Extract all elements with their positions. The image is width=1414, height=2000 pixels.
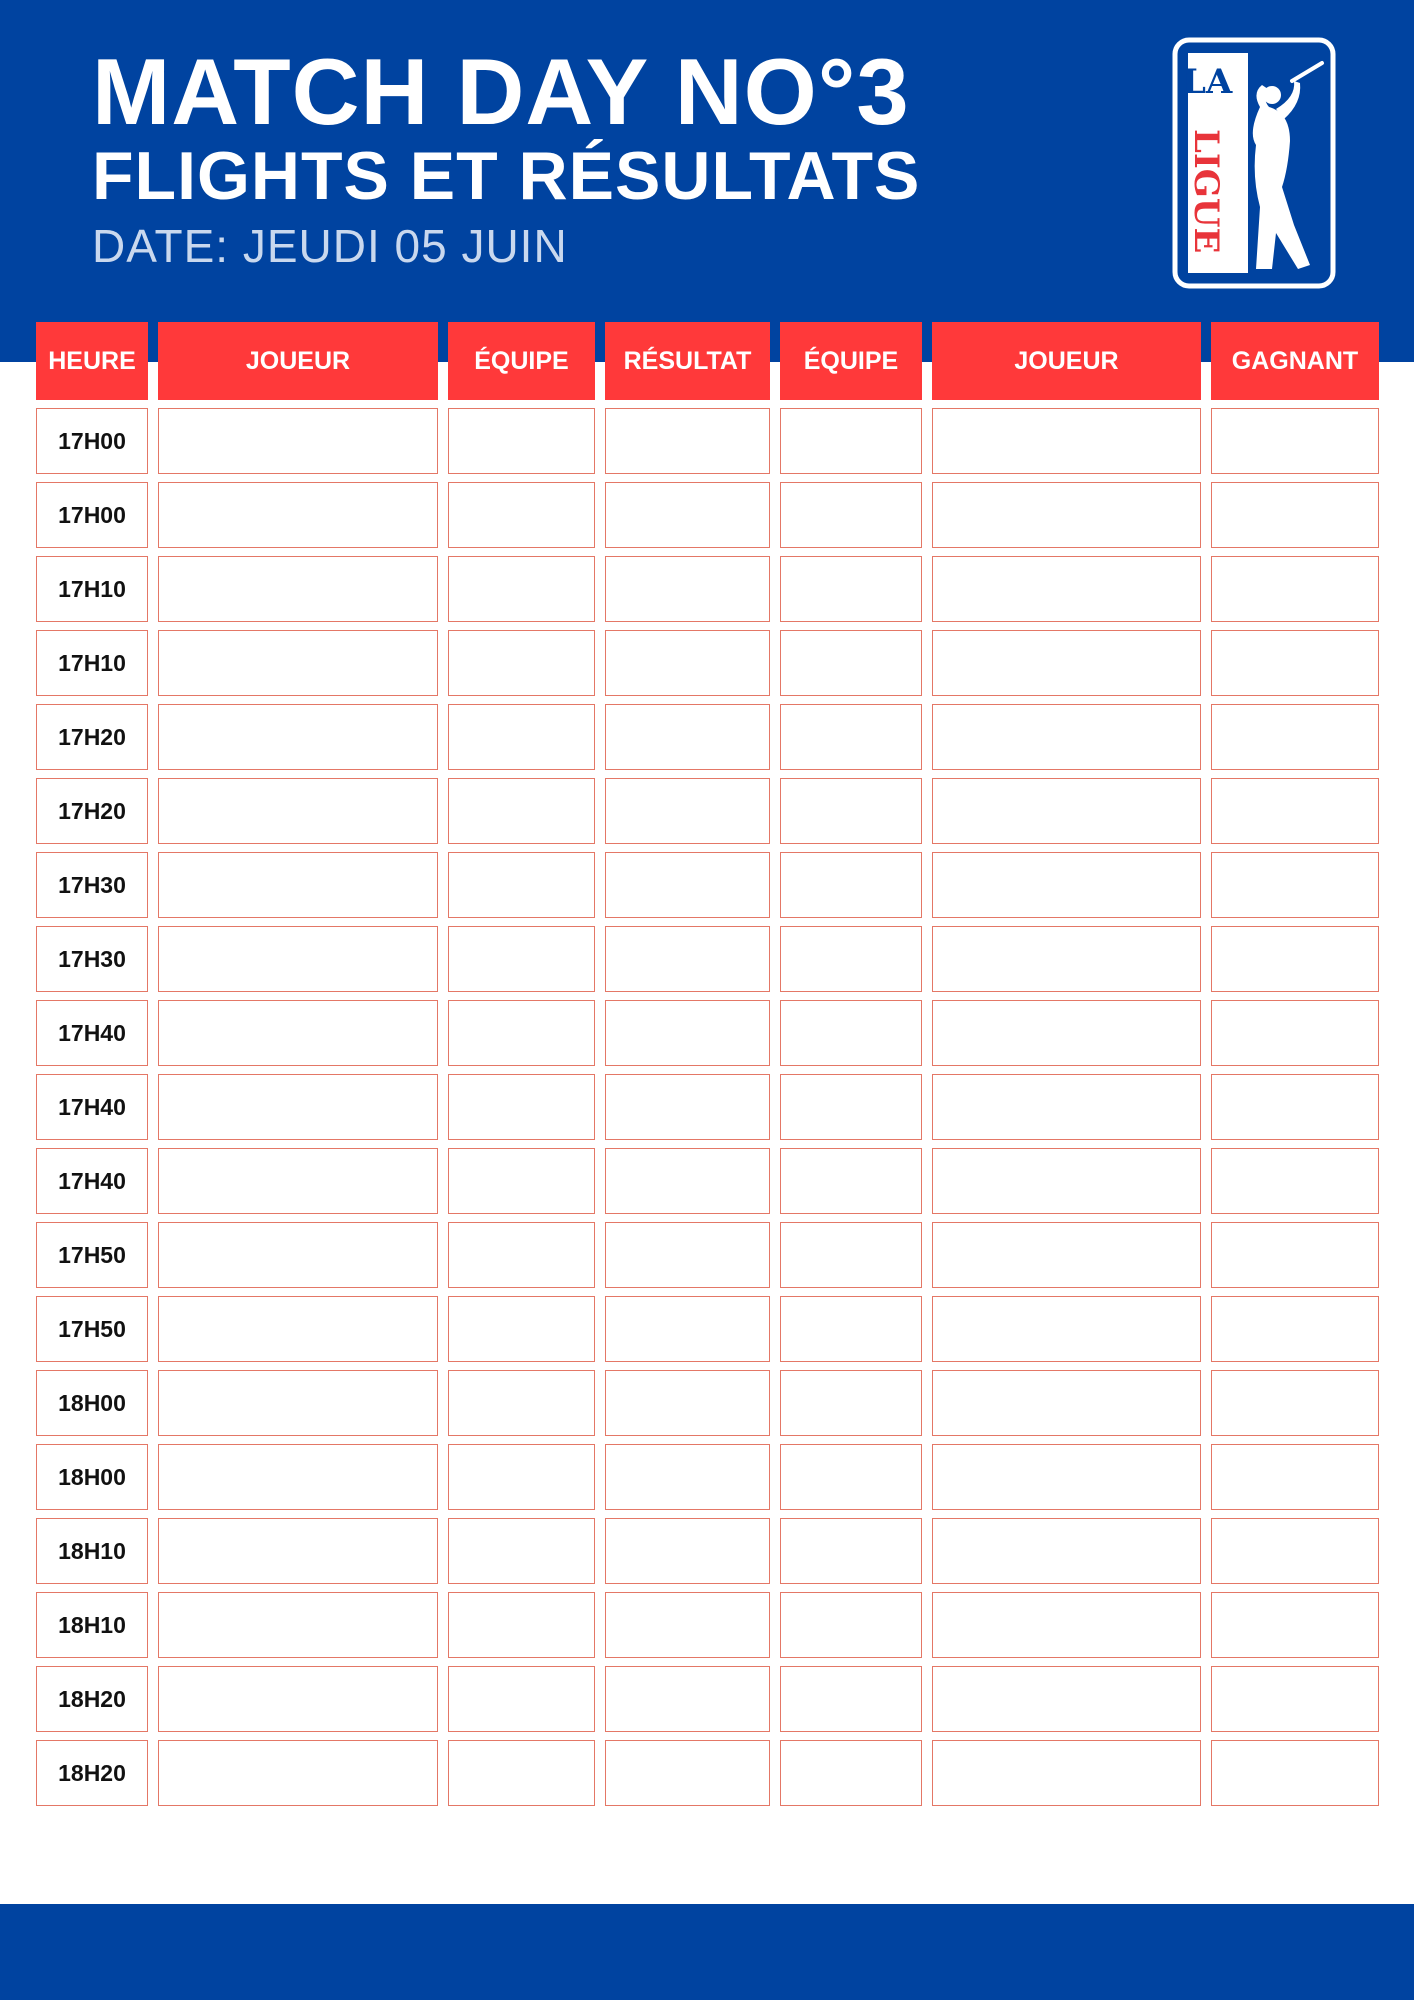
tee-time-cell: 17H10: [36, 556, 148, 622]
joueur-2-cell[interactable]: [932, 630, 1201, 696]
joueur-1-cell[interactable]: [158, 1444, 438, 1510]
equipe-1-cell[interactable]: [448, 1740, 595, 1806]
resultat-cell[interactable]: [605, 1666, 770, 1732]
joueur-2-cell[interactable]: [932, 1666, 1201, 1732]
resultat-cell[interactable]: [605, 408, 770, 474]
joueur-2-cell[interactable]: [932, 1000, 1201, 1066]
logo-la-text: LA: [1182, 62, 1233, 102]
joueur-1-cell[interactable]: [158, 1296, 438, 1362]
resultat-cell[interactable]: [605, 1000, 770, 1066]
table-row: [36, 704, 1379, 770]
resultat-cell[interactable]: [605, 630, 770, 696]
joueur-2-cell[interactable]: [932, 1518, 1201, 1584]
table-row: [36, 482, 1379, 548]
equipe-2-cell[interactable]: [780, 1000, 922, 1066]
tee-time-cell: 17H20: [36, 778, 148, 844]
tee-time-cell: 17H30: [36, 852, 148, 918]
gagnant-cell[interactable]: [1211, 1222, 1379, 1288]
table-row: [36, 1370, 1379, 1436]
tee-time-cell: 17H10: [36, 630, 148, 696]
column-header-joueur-1: JOUEUR: [158, 322, 438, 400]
joueur-1-cell[interactable]: [158, 408, 438, 474]
equipe-1-cell[interactable]: [448, 926, 595, 992]
gagnant-cell[interactable]: [1211, 408, 1379, 474]
la-ligue-logo: [1172, 37, 1336, 289]
resultat-cell[interactable]: [605, 556, 770, 622]
resultat-cell[interactable]: [605, 778, 770, 844]
equipe-1-cell[interactable]: [448, 704, 595, 770]
gagnant-cell[interactable]: [1211, 1074, 1379, 1140]
equipe-2-cell[interactable]: [780, 482, 922, 548]
joueur-2-cell[interactable]: [932, 556, 1201, 622]
tee-time-cell: 17H00: [36, 408, 148, 474]
table-row: [36, 1296, 1379, 1362]
resultat-cell[interactable]: [605, 852, 770, 918]
joueur-1-cell[interactable]: [158, 1740, 438, 1806]
footer-band: [0, 1904, 1414, 2000]
joueur-1-cell[interactable]: [158, 926, 438, 992]
joueur-1-cell[interactable]: [158, 1666, 438, 1732]
page-title: MATCH DAY NO°3: [92, 39, 910, 144]
gagnant-cell[interactable]: [1211, 1370, 1379, 1436]
resultat-cell[interactable]: [605, 1740, 770, 1806]
logo-ligue-text: LIGUE: [1186, 129, 1226, 254]
equipe-1-cell[interactable]: [448, 1148, 595, 1214]
column-header-resultat: RÉSULTAT: [605, 322, 770, 400]
resultat-cell[interactable]: [605, 1222, 770, 1288]
gagnant-cell[interactable]: [1211, 926, 1379, 992]
gagnant-cell[interactable]: [1211, 1296, 1379, 1362]
equipe-1-cell[interactable]: [448, 1666, 595, 1732]
equipe-2-cell[interactable]: [780, 926, 922, 992]
equipe-1-cell[interactable]: [448, 1296, 595, 1362]
gagnant-cell[interactable]: [1211, 1666, 1379, 1732]
column-header-equipe-1: ÉQUIPE: [448, 322, 595, 400]
resultat-cell[interactable]: [605, 1592, 770, 1658]
tee-time-cell: 17H40: [36, 1074, 148, 1140]
equipe-2-cell[interactable]: [780, 1740, 922, 1806]
resultat-cell[interactable]: [605, 704, 770, 770]
resultat-cell[interactable]: [605, 482, 770, 548]
equipe-2-cell[interactable]: [780, 1148, 922, 1214]
flights-table-container: [36, 322, 1382, 1806]
joueur-1-cell[interactable]: [158, 630, 438, 696]
match-date: DATE: JEUDI 05 JUIN: [92, 220, 568, 272]
gagnant-cell[interactable]: [1211, 630, 1379, 696]
joueur-1-cell[interactable]: [158, 1148, 438, 1214]
joueur-1-cell[interactable]: [158, 1370, 438, 1436]
equipe-1-cell[interactable]: [448, 482, 595, 548]
column-header-gagnant: GAGNANT: [1211, 322, 1379, 400]
joueur-2-cell[interactable]: [932, 482, 1201, 548]
gagnant-cell[interactable]: [1211, 1000, 1379, 1066]
joueur-1-cell[interactable]: [158, 1592, 438, 1658]
equipe-2-cell[interactable]: [780, 408, 922, 474]
resultat-cell[interactable]: [605, 1518, 770, 1584]
equipe-2-cell[interactable]: [780, 704, 922, 770]
tee-time-cell: 17H20: [36, 704, 148, 770]
column-header-equipe-2: ÉQUIPE: [780, 322, 922, 400]
table-row: [36, 1222, 1379, 1288]
equipe-2-cell[interactable]: [780, 1666, 922, 1732]
equipe-1-cell[interactable]: [448, 1518, 595, 1584]
tee-time-cell: 18H20: [36, 1740, 148, 1806]
table-row: [36, 1148, 1379, 1214]
joueur-1-cell[interactable]: [158, 482, 438, 548]
joueur-2-cell[interactable]: [932, 778, 1201, 844]
table-row: [36, 1740, 1379, 1806]
gagnant-cell[interactable]: [1211, 556, 1379, 622]
tee-time-cell: 17H50: [36, 1296, 148, 1362]
gagnant-cell[interactable]: [1211, 704, 1379, 770]
tee-time-cell: 18H10: [36, 1518, 148, 1584]
equipe-1-cell[interactable]: [448, 630, 595, 696]
equipe-1-cell[interactable]: [448, 1370, 595, 1436]
tee-time-cell: 18H00: [36, 1444, 148, 1510]
tee-time-cell: 17H00: [36, 482, 148, 548]
table-row: [36, 778, 1379, 844]
equipe-2-cell[interactable]: [780, 852, 922, 918]
equipe-1-cell[interactable]: [448, 1222, 595, 1288]
column-header-heure: HEURE: [36, 322, 148, 400]
equipe-2-cell[interactable]: [780, 778, 922, 844]
equipe-2-cell[interactable]: [780, 1592, 922, 1658]
joueur-2-cell[interactable]: [932, 852, 1201, 918]
equipe-2-cell[interactable]: [780, 1296, 922, 1362]
resultat-cell[interactable]: [605, 1148, 770, 1214]
table-row: [36, 556, 1379, 622]
gagnant-cell[interactable]: [1211, 1444, 1379, 1510]
joueur-2-cell[interactable]: [932, 1296, 1201, 1362]
gagnant-cell[interactable]: [1211, 778, 1379, 844]
table-row: [36, 852, 1379, 918]
equipe-2-cell[interactable]: [780, 1370, 922, 1436]
equipe-1-cell[interactable]: [448, 852, 595, 918]
resultat-cell[interactable]: [605, 1370, 770, 1436]
equipe-1-cell[interactable]: [448, 778, 595, 844]
resultat-cell[interactable]: [605, 926, 770, 992]
joueur-2-cell[interactable]: [932, 1740, 1201, 1806]
tee-time-cell: 17H40: [36, 1148, 148, 1214]
equipe-1-cell[interactable]: [448, 1592, 595, 1658]
equipe-1-cell[interactable]: [448, 408, 595, 474]
equipe-2-cell[interactable]: [780, 1518, 922, 1584]
gagnant-cell[interactable]: [1211, 1592, 1379, 1658]
joueur-1-cell[interactable]: [158, 1000, 438, 1066]
table-row: [36, 1666, 1379, 1732]
joueur-2-cell[interactable]: [932, 1592, 1201, 1658]
table-row: [36, 926, 1379, 992]
table-row: [36, 1444, 1379, 1510]
tee-time-cell: 18H10: [36, 1592, 148, 1658]
joueur-1-cell[interactable]: [158, 852, 438, 918]
gagnant-cell[interactable]: [1211, 482, 1379, 548]
gagnant-cell[interactable]: [1211, 1518, 1379, 1584]
equipe-1-cell[interactable]: [448, 1000, 595, 1066]
joueur-1-cell[interactable]: [158, 778, 438, 844]
gagnant-cell[interactable]: [1211, 1740, 1379, 1806]
resultat-cell[interactable]: [605, 1444, 770, 1510]
tee-time-cell: 18H20: [36, 1666, 148, 1732]
resultat-cell[interactable]: [605, 1296, 770, 1362]
tee-time-cell: 17H40: [36, 1000, 148, 1066]
joueur-2-cell[interactable]: [932, 1370, 1201, 1436]
equipe-1-cell[interactable]: [448, 556, 595, 622]
table-row: [36, 408, 1379, 474]
table-header-row: [36, 322, 1379, 400]
table-row: [36, 1592, 1379, 1658]
tee-time-cell: 17H30: [36, 926, 148, 992]
column-header-joueur-2: JOUEUR: [932, 322, 1201, 400]
joueur-2-cell[interactable]: [932, 704, 1201, 770]
equipe-2-cell[interactable]: [780, 630, 922, 696]
equipe-1-cell[interactable]: [448, 1444, 595, 1510]
page-subtitle: FLIGHTS ET RÉSULTATS: [92, 138, 921, 214]
equipe-2-cell[interactable]: [780, 1074, 922, 1140]
tee-time-cell: 17H50: [36, 1222, 148, 1288]
joueur-2-cell[interactable]: [932, 1074, 1201, 1140]
joueur-1-cell[interactable]: [158, 556, 438, 622]
gagnant-cell[interactable]: [1211, 1148, 1379, 1214]
tee-time-cell: 18H00: [36, 1370, 148, 1436]
joueur-1-cell[interactable]: [158, 1222, 438, 1288]
equipe-2-cell[interactable]: [780, 1222, 922, 1288]
joueur-2-cell[interactable]: [932, 1222, 1201, 1288]
table-row: [36, 1000, 1379, 1066]
equipe-2-cell[interactable]: [780, 556, 922, 622]
resultat-cell[interactable]: [605, 1074, 770, 1140]
equipe-1-cell[interactable]: [448, 1074, 595, 1140]
joueur-1-cell[interactable]: [158, 1518, 438, 1584]
joueur-1-cell[interactable]: [158, 1074, 438, 1140]
gagnant-cell[interactable]: [1211, 852, 1379, 918]
flights-results-table: [26, 314, 1389, 1814]
joueur-2-cell[interactable]: [932, 926, 1201, 992]
table-row: [36, 1518, 1379, 1584]
equipe-2-cell[interactable]: [780, 1444, 922, 1510]
joueur-2-cell[interactable]: [932, 1148, 1201, 1214]
table-body: [36, 408, 1379, 1806]
table-row: [36, 630, 1379, 696]
joueur-2-cell[interactable]: [932, 1444, 1201, 1510]
joueur-1-cell[interactable]: [158, 704, 438, 770]
joueur-2-cell[interactable]: [932, 408, 1201, 474]
table-row: [36, 1074, 1379, 1140]
